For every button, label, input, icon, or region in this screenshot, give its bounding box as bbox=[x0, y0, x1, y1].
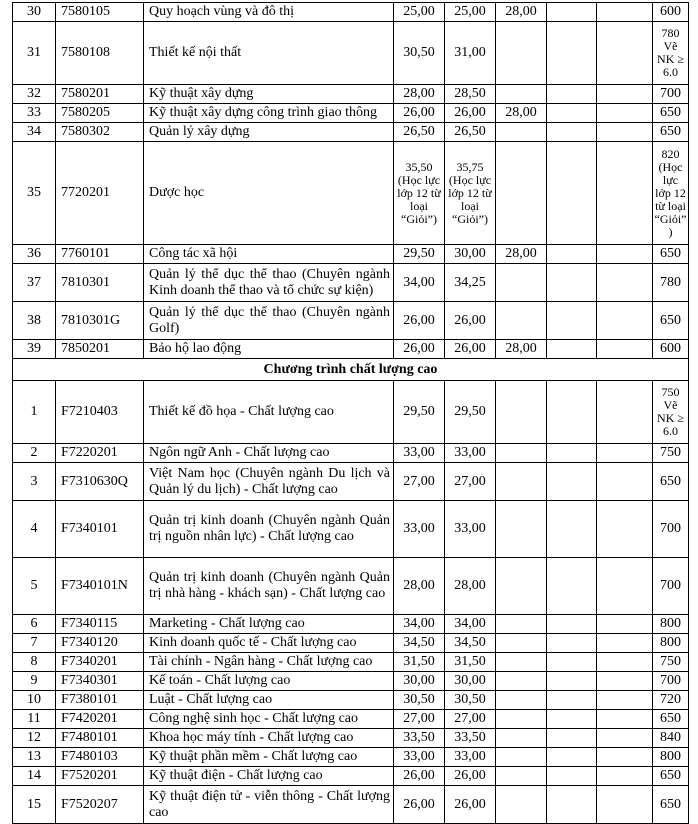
major-name: Kỹ thuật xây dựng công trình giao thông bbox=[144, 104, 394, 123]
row-number: 31 bbox=[13, 22, 56, 85]
major-name: Thiết kế đồ họa - Chất lượng cao bbox=[144, 381, 394, 444]
score-d bbox=[547, 22, 597, 85]
row-number: 30 bbox=[13, 3, 56, 22]
score-c bbox=[496, 501, 547, 558]
score-f: 780 Vẽ NK ≥ 6.0 bbox=[653, 22, 689, 85]
score-f: 650 bbox=[653, 786, 689, 824]
score-a: 33,50 bbox=[394, 729, 445, 748]
row-number: 2 bbox=[13, 444, 56, 463]
major-code: F7340201 bbox=[56, 653, 144, 672]
score-a: 29,50 bbox=[394, 245, 445, 264]
row-number: 35 bbox=[13, 142, 56, 245]
table-row bbox=[13, 85, 689, 104]
score-a: 31,50 bbox=[394, 653, 445, 672]
score-b: 35,75 (Học lực lớp 12 từ loại “Giỏi”) bbox=[445, 142, 496, 245]
major-name: Kỹ thuật phần mềm - Chất lượng cao bbox=[144, 748, 394, 767]
score-f: 840 bbox=[653, 729, 689, 748]
table-row bbox=[13, 501, 689, 558]
row-number: 14 bbox=[13, 767, 56, 786]
score-f: 820 (Học lực lớp 12 từ loại “Giỏi” ) bbox=[653, 142, 689, 245]
major-name: Công nghệ sinh học - Chất lượng cao bbox=[144, 710, 394, 729]
score-e bbox=[597, 691, 653, 710]
score-e bbox=[597, 748, 653, 767]
score-f: 750 Vẽ NK ≥ 6.0 bbox=[653, 381, 689, 444]
score-f: 650 bbox=[653, 245, 689, 264]
score-e bbox=[597, 22, 653, 85]
score-c bbox=[496, 302, 547, 340]
score-d bbox=[547, 264, 597, 302]
major-code: F7380101 bbox=[56, 691, 144, 710]
score-e bbox=[597, 672, 653, 691]
major-code: 7580108 bbox=[56, 22, 144, 85]
major-code: 7580205 bbox=[56, 104, 144, 123]
table-row bbox=[13, 672, 689, 691]
score-a: 29,50 bbox=[394, 381, 445, 444]
score-e bbox=[597, 123, 653, 142]
score-d bbox=[547, 558, 597, 615]
major-code: F7480101 bbox=[56, 729, 144, 748]
score-b: 28,00 bbox=[445, 558, 496, 615]
score-a: 30,50 bbox=[394, 691, 445, 710]
major-name: Kế toán - Chất lượng cao bbox=[144, 672, 394, 691]
score-a: 34,00 bbox=[394, 615, 445, 634]
score-a: 35,50 (Học lực lớp 12 từ loại “Giỏi”) bbox=[394, 142, 445, 245]
score-a: 27,00 bbox=[394, 710, 445, 729]
score-e bbox=[597, 729, 653, 748]
score-b: 26,00 bbox=[445, 302, 496, 340]
row-number: 9 bbox=[13, 672, 56, 691]
table-row bbox=[13, 123, 689, 142]
score-d bbox=[547, 634, 597, 653]
score-c bbox=[496, 729, 547, 748]
table-row bbox=[13, 245, 689, 264]
score-c bbox=[496, 786, 547, 824]
score-f: 750 bbox=[653, 444, 689, 463]
table-body-standard bbox=[13, 3, 689, 359]
score-f: 800 bbox=[653, 634, 689, 653]
score-e bbox=[597, 710, 653, 729]
score-a: 33,00 bbox=[394, 501, 445, 558]
major-name: Kinh doanh quốc tế - Chất lượng cao bbox=[144, 634, 394, 653]
score-d bbox=[547, 142, 597, 245]
table-row bbox=[13, 444, 689, 463]
score-e bbox=[597, 501, 653, 558]
score-f: 700 bbox=[653, 558, 689, 615]
score-c bbox=[496, 123, 547, 142]
score-d bbox=[547, 672, 597, 691]
section-title: Chương trình chất lượng cao bbox=[13, 359, 689, 381]
score-a: 26,00 bbox=[394, 302, 445, 340]
major-code: 7580201 bbox=[56, 85, 144, 104]
table-row bbox=[13, 691, 689, 710]
row-number: 39 bbox=[13, 340, 56, 359]
score-c bbox=[496, 444, 547, 463]
major-code: F7210403 bbox=[56, 381, 144, 444]
score-c: 28,00 bbox=[496, 245, 547, 264]
score-c bbox=[496, 264, 547, 302]
major-name: Việt Nam học (Chuyên ngành Du lịch và Quản lý du lịch) - Chất lượng cao bbox=[144, 463, 394, 501]
score-f: 720 bbox=[653, 691, 689, 710]
score-b: 34,50 bbox=[445, 634, 496, 653]
score-e bbox=[597, 615, 653, 634]
major-name: Luật - Chất lượng cao bbox=[144, 691, 394, 710]
row-number: 15 bbox=[13, 786, 56, 824]
score-f: 650 bbox=[653, 767, 689, 786]
score-e bbox=[597, 653, 653, 672]
score-a: 26,00 bbox=[394, 767, 445, 786]
major-name: Kỹ thuật điện - Chất lượng cao bbox=[144, 767, 394, 786]
score-f: 780 bbox=[653, 264, 689, 302]
row-number: 38 bbox=[13, 302, 56, 340]
score-b: 26,00 bbox=[445, 104, 496, 123]
score-f: 650 bbox=[653, 302, 689, 340]
score-c bbox=[496, 22, 547, 85]
score-d bbox=[547, 786, 597, 824]
table-row bbox=[13, 729, 689, 748]
score-e bbox=[597, 85, 653, 104]
score-d bbox=[547, 302, 597, 340]
score-c bbox=[496, 634, 547, 653]
major-code: F7340101N bbox=[56, 558, 144, 615]
score-a: 28,00 bbox=[394, 558, 445, 615]
score-b: 30,50 bbox=[445, 691, 496, 710]
score-b: 34,25 bbox=[445, 264, 496, 302]
major-name: Công tác xã hội bbox=[144, 245, 394, 264]
score-f: 700 bbox=[653, 501, 689, 558]
score-a: 34,50 bbox=[394, 634, 445, 653]
score-d bbox=[547, 3, 597, 22]
score-a: 34,00 bbox=[394, 264, 445, 302]
score-d bbox=[547, 710, 597, 729]
score-e bbox=[597, 634, 653, 653]
score-d bbox=[547, 729, 597, 748]
table-row bbox=[13, 3, 689, 22]
major-name: Quản trị kinh doanh (Chuyên ngành Quản trị nguồn nhân lực) - Chất lượng cao bbox=[144, 501, 394, 558]
score-b: 26,00 bbox=[445, 767, 496, 786]
score-c bbox=[496, 672, 547, 691]
score-c bbox=[496, 85, 547, 104]
score-e bbox=[597, 444, 653, 463]
table-row bbox=[13, 558, 689, 615]
score-b: 31,00 bbox=[445, 22, 496, 85]
major-name: Tài chính - Ngân hàng - Chất lượng cao bbox=[144, 653, 394, 672]
major-code: 7720201 bbox=[56, 142, 144, 245]
score-b: 28,50 bbox=[445, 85, 496, 104]
score-e bbox=[597, 340, 653, 359]
table-row bbox=[13, 634, 689, 653]
major-code: F7520201 bbox=[56, 767, 144, 786]
major-code: 7580105 bbox=[56, 3, 144, 22]
score-d bbox=[547, 245, 597, 264]
score-f: 650 bbox=[653, 463, 689, 501]
score-c bbox=[496, 558, 547, 615]
score-a: 25,00 bbox=[394, 3, 445, 22]
score-d bbox=[547, 501, 597, 558]
score-b: 34,00 bbox=[445, 615, 496, 634]
score-c: 28,00 bbox=[496, 104, 547, 123]
row-number: 12 bbox=[13, 729, 56, 748]
table-row bbox=[13, 22, 689, 85]
score-c bbox=[496, 653, 547, 672]
major-code: F7420201 bbox=[56, 710, 144, 729]
score-b: 29,50 bbox=[445, 381, 496, 444]
score-a: 26,00 bbox=[394, 340, 445, 359]
major-name: Kỹ thuật điện tử - viễn thông - Chất lượng cao bbox=[144, 786, 394, 824]
score-d bbox=[547, 85, 597, 104]
score-c bbox=[496, 710, 547, 729]
table-row bbox=[13, 767, 689, 786]
major-code: F7520207 bbox=[56, 786, 144, 824]
score-a: 33,00 bbox=[394, 444, 445, 463]
score-b: 27,00 bbox=[445, 463, 496, 501]
table-row bbox=[13, 340, 689, 359]
score-e bbox=[597, 245, 653, 264]
score-f: 750 bbox=[653, 653, 689, 672]
score-d bbox=[547, 615, 597, 634]
score-a: 27,00 bbox=[394, 463, 445, 501]
row-number: 3 bbox=[13, 463, 56, 501]
major-name: Dược học bbox=[144, 142, 394, 245]
table-row bbox=[13, 748, 689, 767]
score-c bbox=[496, 615, 547, 634]
score-b: 27,00 bbox=[445, 710, 496, 729]
major-code: F7340115 bbox=[56, 615, 144, 634]
row-number: 6 bbox=[13, 615, 56, 634]
score-f: 800 bbox=[653, 748, 689, 767]
score-e bbox=[597, 264, 653, 302]
score-f: 700 bbox=[653, 85, 689, 104]
score-e bbox=[597, 104, 653, 123]
row-number: 10 bbox=[13, 691, 56, 710]
row-number: 33 bbox=[13, 104, 56, 123]
major-code: F7480103 bbox=[56, 748, 144, 767]
score-e bbox=[597, 463, 653, 501]
major-name: Ngôn ngữ Anh - Chất lượng cao bbox=[144, 444, 394, 463]
score-a: 26,50 bbox=[394, 123, 445, 142]
score-b: 26,00 bbox=[445, 786, 496, 824]
score-d bbox=[547, 381, 597, 444]
major-code: F7220201 bbox=[56, 444, 144, 463]
score-d bbox=[547, 653, 597, 672]
major-code: 7810301 bbox=[56, 264, 144, 302]
score-d bbox=[547, 123, 597, 142]
score-f: 650 bbox=[653, 123, 689, 142]
score-d bbox=[547, 340, 597, 359]
score-e bbox=[597, 302, 653, 340]
score-a: 26,00 bbox=[394, 786, 445, 824]
score-c bbox=[496, 381, 547, 444]
score-d bbox=[547, 463, 597, 501]
score-d bbox=[547, 748, 597, 767]
score-b: 26,00 bbox=[445, 340, 496, 359]
score-d bbox=[547, 767, 597, 786]
score-a: 26,00 bbox=[394, 104, 445, 123]
table-row bbox=[13, 264, 689, 302]
table-row bbox=[13, 615, 689, 634]
score-c bbox=[496, 748, 547, 767]
score-c bbox=[496, 142, 547, 245]
score-b: 30,00 bbox=[445, 245, 496, 264]
row-number: 36 bbox=[13, 245, 56, 264]
admission-score-table bbox=[12, 2, 689, 824]
score-f: 700 bbox=[653, 672, 689, 691]
score-b: 33,00 bbox=[445, 748, 496, 767]
score-c: 28,00 bbox=[496, 3, 547, 22]
table-row bbox=[13, 786, 689, 824]
score-e bbox=[597, 142, 653, 245]
major-code: 7580302 bbox=[56, 123, 144, 142]
score-e bbox=[597, 381, 653, 444]
score-a: 30,00 bbox=[394, 672, 445, 691]
major-code: 7760101 bbox=[56, 245, 144, 264]
table-row bbox=[13, 710, 689, 729]
row-number: 8 bbox=[13, 653, 56, 672]
row-number: 34 bbox=[13, 123, 56, 142]
score-b: 30,00 bbox=[445, 672, 496, 691]
score-e bbox=[597, 767, 653, 786]
score-f: 650 bbox=[653, 104, 689, 123]
score-c bbox=[496, 463, 547, 501]
major-code: 7810301G bbox=[56, 302, 144, 340]
table-body-high-quality bbox=[13, 381, 689, 824]
major-name: Quản lý thể dục thể thao (Chuyên ngành Golf) bbox=[144, 302, 394, 340]
major-name: Quản trị kinh doanh (Chuyên ngành Quản trị nhà hàng - khách sạn) - Chất lượng cao bbox=[144, 558, 394, 615]
major-name: Quy hoạch vùng và đô thị bbox=[144, 3, 394, 22]
major-name: Bảo hộ lao động bbox=[144, 340, 394, 359]
major-code: F7340101 bbox=[56, 501, 144, 558]
major-name: Thiết kế nội thất bbox=[144, 22, 394, 85]
score-e bbox=[597, 558, 653, 615]
score-b: 26,50 bbox=[445, 123, 496, 142]
score-b: 31,50 bbox=[445, 653, 496, 672]
major-name: Khoa học máy tính - Chất lượng cao bbox=[144, 729, 394, 748]
table-row bbox=[13, 463, 689, 501]
score-b: 33,50 bbox=[445, 729, 496, 748]
major-name: Kỹ thuật xây dựng bbox=[144, 85, 394, 104]
score-f: 800 bbox=[653, 615, 689, 634]
score-c: 28,00 bbox=[496, 340, 547, 359]
row-number: 4 bbox=[13, 501, 56, 558]
score-b: 33,00 bbox=[445, 444, 496, 463]
row-number: 32 bbox=[13, 85, 56, 104]
major-code: F7340301 bbox=[56, 672, 144, 691]
score-c bbox=[496, 767, 547, 786]
row-number: 13 bbox=[13, 748, 56, 767]
row-number: 37 bbox=[13, 264, 56, 302]
score-c bbox=[496, 691, 547, 710]
score-a: 33,00 bbox=[394, 748, 445, 767]
major-name: Quản lý thể dục thể thao (Chuyên ngành Kinh doanh thể thao và tổ chức sự kiện) bbox=[144, 264, 394, 302]
table-row bbox=[13, 104, 689, 123]
row-number: 11 bbox=[13, 710, 56, 729]
score-f: 600 bbox=[653, 3, 689, 22]
section-row bbox=[13, 359, 689, 381]
score-f: 650 bbox=[653, 710, 689, 729]
row-number: 7 bbox=[13, 634, 56, 653]
score-d bbox=[547, 691, 597, 710]
score-f: 600 bbox=[653, 340, 689, 359]
table-row bbox=[13, 142, 689, 245]
major-code: 7850201 bbox=[56, 340, 144, 359]
table-row bbox=[13, 653, 689, 672]
section-header bbox=[13, 359, 689, 381]
major-name: Quản lý xây dựng bbox=[144, 123, 394, 142]
major-code: F7310630Q bbox=[56, 463, 144, 501]
row-number: 5 bbox=[13, 558, 56, 615]
table-row bbox=[13, 302, 689, 340]
score-d bbox=[547, 104, 597, 123]
major-name: Marketing - Chất lượng cao bbox=[144, 615, 394, 634]
major-code: F7340120 bbox=[56, 634, 144, 653]
score-d bbox=[547, 444, 597, 463]
score-e bbox=[597, 786, 653, 824]
table-row bbox=[13, 381, 689, 444]
score-b: 25,00 bbox=[445, 3, 496, 22]
score-e bbox=[597, 3, 653, 22]
score-b: 33,00 bbox=[445, 501, 496, 558]
score-a: 30,50 bbox=[394, 22, 445, 85]
row-number: 1 bbox=[13, 381, 56, 444]
score-a: 28,00 bbox=[394, 85, 445, 104]
